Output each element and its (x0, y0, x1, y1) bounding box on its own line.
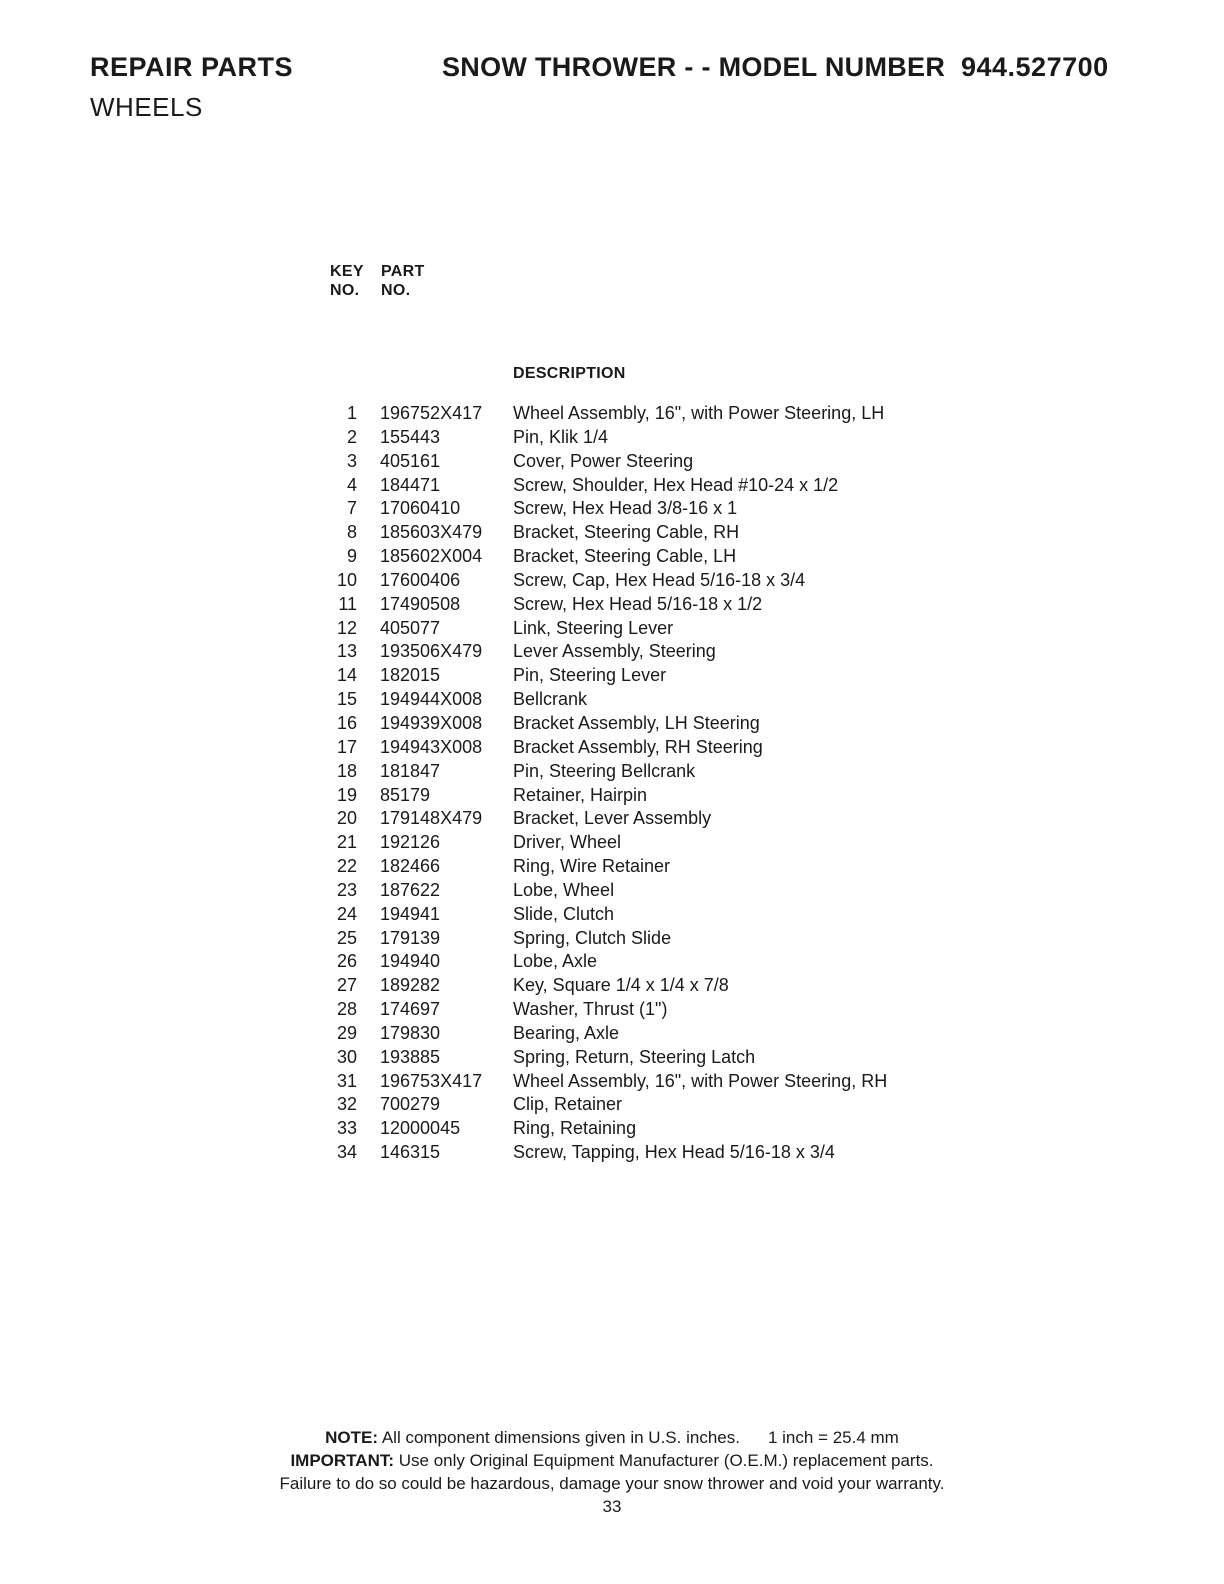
part-description: Screw, Shoulder, Hex Head #10-24 x 1/2 (513, 474, 839, 495)
important-line (0, 1449, 1224, 1472)
part-number: 184471 (380, 474, 441, 495)
part-number: 174697 (380, 999, 441, 1020)
part-number: 179148X479 (380, 808, 483, 829)
part-description: Screw, Hex Head 5/16-18 x 1/2 (513, 593, 763, 614)
part-description: Bracket, Steering Cable, RH (513, 522, 740, 543)
part-description: Link, Steering Lever (513, 617, 674, 638)
key-number: 10 (336, 569, 357, 590)
table-row (300, 402, 1000, 426)
table-row (300, 927, 1000, 951)
part-number: 192126 (380, 832, 441, 853)
part-number: 194940 (380, 951, 441, 972)
part-description: Retainer, Hairpin (513, 784, 648, 805)
part-description: Lobe, Wheel (513, 879, 615, 900)
part-number: 193506X479 (380, 641, 483, 662)
part-description: Cover, Power Steering (513, 450, 694, 471)
conversion-text: 1 inch = 25.4 mm (767, 1428, 899, 1447)
part-number: 185602X004 (380, 546, 483, 567)
part-description: Bracket Assembly, RH Steering (513, 736, 763, 757)
column-header-part: PART NO. (381, 263, 425, 299)
part-description: Pin, Klik 1/4 (513, 426, 609, 447)
key-number: 18 (336, 760, 357, 781)
table-row (300, 1022, 1000, 1046)
part-number: 155443 (380, 426, 441, 447)
key-number: 28 (336, 999, 357, 1020)
table-row (300, 569, 1000, 593)
table-row (300, 617, 1000, 641)
part-number: 189282 (380, 975, 441, 996)
note-line (0, 1426, 1224, 1449)
table-row (300, 664, 1000, 688)
key-number: 34 (336, 1142, 357, 1163)
table-row (300, 450, 1000, 474)
key-number: 1 (346, 403, 357, 423)
part-number: 17490508 (380, 593, 461, 614)
page-number: 33 (602, 1497, 622, 1516)
column-header-key: KEY NO. (330, 263, 364, 299)
parts-list (300, 402, 1000, 1165)
warning-line: Failure to do so could be hazardous, damage your snow thrower and void your warranty. (279, 1474, 945, 1493)
key-number: 7 (346, 498, 357, 519)
part-number: 146315 (380, 1142, 441, 1163)
part-number: 405161 (380, 450, 441, 471)
key-number: 25 (336, 927, 357, 948)
important-label: IMPORTANT: (290, 1451, 395, 1470)
key-number: 23 (336, 879, 357, 900)
part-number: 17600406 (380, 569, 461, 590)
part-description: Ring, Retaining (513, 1118, 637, 1139)
key-number: 26 (336, 951, 357, 972)
key-number: 20 (336, 808, 357, 829)
table-row (300, 760, 1000, 784)
product-title: SNOW THROWER - - MODEL NUMBER (442, 52, 946, 82)
footer (0, 1426, 1224, 1518)
table-row (300, 1141, 1000, 1165)
part-description: Pin, Steering Bellcrank (513, 760, 696, 781)
note-label: NOTE: (325, 1428, 379, 1447)
table-row (300, 950, 1000, 974)
key-number: 19 (336, 784, 357, 805)
key-number: 30 (336, 1046, 357, 1067)
key-number: 22 (336, 856, 357, 877)
part-number: 85179 (380, 784, 431, 805)
part-number: 193885 (380, 1046, 441, 1067)
part-description: Clip, Retainer (513, 1094, 623, 1115)
part-number: 179830 (380, 1022, 441, 1043)
part-description: Bracket Assembly, LH Steering (513, 712, 760, 733)
part-number: 194943X008 (380, 736, 483, 757)
table-row (300, 736, 1000, 760)
part-description: Spring, Clutch Slide (513, 927, 672, 948)
part-description: Wheel Assembly, 16", with Power Steering, LH (513, 403, 885, 423)
part-description: Lever Assembly, Steering (513, 641, 716, 662)
key-number: 8 (346, 522, 357, 543)
part-description: Washer, Thrust (1") (513, 999, 668, 1020)
key-number: 9 (346, 546, 357, 567)
table-row (300, 1046, 1000, 1070)
table-row (300, 855, 1000, 879)
part-description: Lobe, Axle (513, 951, 598, 972)
part-number: 187622 (380, 879, 441, 900)
key-number: 14 (336, 665, 357, 686)
part-number: 194939X008 (380, 712, 483, 733)
key-number: 31 (336, 1070, 357, 1091)
part-number: 194941 (380, 903, 441, 924)
part-number: 181847 (380, 760, 441, 781)
section-title: REPAIR PARTS (90, 52, 294, 82)
key-number: 2 (346, 426, 357, 447)
part-description: Screw, Hex Head 3/8-16 x 1 (513, 498, 738, 519)
table-row (300, 712, 1000, 736)
part-description: Bracket, Lever Assembly (513, 808, 712, 829)
key-number: 13 (336, 641, 357, 662)
part-number: 194944X008 (380, 689, 483, 710)
table-row (300, 593, 1000, 617)
part-number: 700279 (380, 1094, 441, 1115)
part-number: 196753X417 (380, 1070, 483, 1091)
table-row (300, 879, 1000, 903)
table-row (300, 1093, 1000, 1117)
part-number: 182466 (380, 856, 441, 877)
table-row (300, 474, 1000, 498)
table-row (300, 784, 1000, 808)
key-number: 15 (336, 689, 357, 710)
model-number: 944.527700 (960, 52, 1109, 82)
key-number: 3 (346, 450, 357, 471)
table-row (300, 497, 1000, 521)
part-description: Bracket, Steering Cable, LH (513, 546, 737, 567)
table-row (300, 545, 1000, 569)
table-row (300, 974, 1000, 998)
important-text: Use only Original Equipment Manufacturer (O.E.M.) replacement parts. (398, 1451, 934, 1470)
table-row (300, 1117, 1000, 1141)
key-number: 32 (336, 1094, 357, 1115)
table-row (300, 903, 1000, 927)
part-number: 405077 (380, 617, 441, 638)
part-description: Screw, Cap, Hex Head 5/16-18 x 3/4 (513, 569, 806, 590)
part-description: Screw, Tapping, Hex Head 5/16-18 x 3/4 (513, 1142, 835, 1163)
part-number: 185603X479 (380, 522, 483, 543)
subsection-title: WHEELS (90, 92, 203, 122)
part-description: Wheel Assembly, 16", with Power Steering, RH (513, 1070, 888, 1091)
part-description: Pin, Steering Lever (513, 665, 667, 686)
key-number: 12 (336, 617, 357, 638)
table-row (300, 998, 1000, 1022)
key-number: 21 (336, 832, 357, 853)
table-row (300, 521, 1000, 545)
part-description: Bellcrank (513, 689, 588, 710)
table-row (300, 640, 1000, 664)
key-number: 16 (336, 712, 357, 733)
part-description: Bearing, Axle (513, 1022, 620, 1043)
part-number: 182015 (380, 665, 441, 686)
part-description: Key, Square 1/4 x 1/4 x 7/8 (513, 975, 729, 996)
part-number: 179139 (380, 927, 441, 948)
part-number: 196752X417 (380, 403, 483, 423)
table-row (300, 831, 1000, 855)
column-header-description: DESCRIPTION (513, 365, 626, 382)
table-row (300, 1070, 1000, 1094)
key-number: 27 (336, 975, 357, 996)
part-description: Spring, Return, Steering Latch (513, 1046, 756, 1067)
part-description: Ring, Wire Retainer (513, 856, 671, 877)
part-description: Slide, Clutch (513, 903, 615, 924)
table-row (300, 688, 1000, 712)
model-heading (442, 52, 1109, 83)
key-number: 4 (346, 474, 357, 495)
table-row (300, 807, 1000, 831)
table-row (300, 426, 1000, 450)
key-number: 11 (338, 593, 357, 614)
part-description: Driver, Wheel (513, 832, 622, 853)
key-number: 24 (336, 903, 357, 924)
key-number: 29 (336, 1022, 357, 1043)
note-text: All component dimensions given in U.S. inches. (381, 1428, 740, 1447)
part-number: 12000045 (380, 1118, 461, 1139)
part-number: 17060410 (380, 498, 461, 519)
key-number: 33 (336, 1118, 357, 1139)
key-number: 17 (336, 736, 357, 757)
